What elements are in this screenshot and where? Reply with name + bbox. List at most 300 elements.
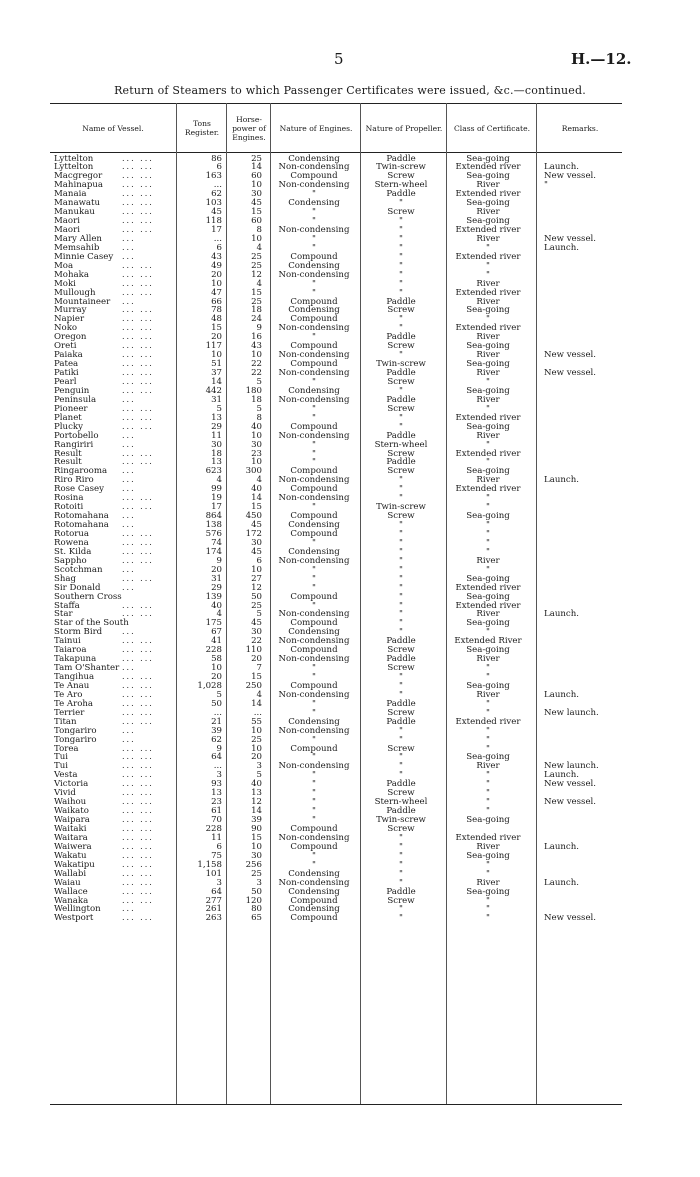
nature-of-propeller: " [399, 600, 403, 611]
class-of-certificate: River [476, 654, 500, 665]
horse-power: 12 [251, 797, 262, 808]
class-of-certificate: River [476, 689, 500, 700]
nature-of-propeller: " [399, 573, 403, 584]
nature-of-engines: Condensing [288, 198, 340, 209]
class-of-certificate: " [486, 520, 490, 531]
leader-dots: ... ... [122, 698, 154, 708]
tons-register: 277 [205, 895, 222, 906]
tons-register: 23 [211, 797, 222, 808]
vessel-name: Manawatu [54, 198, 101, 209]
class-of-certificate: " [486, 260, 490, 271]
table-row [54, 718, 654, 727]
nature-of-propeller: Screw [387, 788, 415, 799]
horse-power: 40 [251, 484, 262, 495]
tons-register: ... [213, 233, 222, 244]
header-horse-power: Horse-power of Engines. [232, 114, 266, 142]
tons-register: 9 [216, 555, 222, 566]
nature-of-propeller: " [399, 618, 403, 629]
class-of-certificate: Extended river [455, 162, 521, 173]
leader-dots: ... ... [122, 886, 154, 896]
horse-power: 45 [251, 198, 262, 209]
class-of-certificate: " [486, 788, 490, 799]
leader-dots: ... ... [122, 770, 154, 780]
nature-of-engines: Non-condensing [278, 555, 350, 566]
leader-dots: ... ... [122, 260, 154, 270]
leader-dots: ... [122, 663, 136, 673]
horse-power: 120 [245, 895, 262, 906]
class-of-certificate: Extended river [455, 412, 521, 423]
leader-dots: ... [122, 511, 136, 521]
nature-of-engines: Non-condensing [278, 609, 350, 620]
class-of-certificate: " [486, 779, 490, 790]
class-of-certificate: River [476, 841, 500, 852]
nature-of-propeller: Screw [387, 403, 415, 414]
nature-of-engines: " [312, 573, 316, 584]
leader-dots: ... ... [122, 171, 154, 181]
nature-of-engines: Compound [290, 913, 338, 924]
nature-of-engines: Non-condensing [278, 654, 350, 665]
nature-of-engines: Compound [290, 314, 338, 325]
leader-dots: ... ... [122, 797, 154, 807]
table-row [54, 655, 654, 664]
tons-register: 10 [211, 278, 222, 289]
nature-of-engines: " [312, 457, 316, 468]
horse-power: 30 [251, 189, 262, 200]
nature-of-propeller: Screw [387, 511, 415, 522]
horse-power: 22 [251, 368, 262, 379]
vessel-name: Vivid [54, 788, 76, 799]
table-row [54, 458, 654, 467]
vessel-name: Waiwera [54, 841, 92, 852]
class-of-certificate: " [486, 868, 490, 879]
nature-of-engines: Non-condensing [278, 475, 350, 486]
table-row [54, 503, 654, 512]
vessel-name: Mohaka [54, 269, 89, 280]
class-of-certificate: " [486, 743, 490, 754]
tons-register: 20 [211, 332, 222, 343]
tons-register: 228 [205, 824, 222, 834]
tons-register: 50 [211, 698, 222, 709]
nature-of-propeller: " [399, 225, 403, 236]
leader-dots: ... ... [122, 779, 154, 789]
tons-register: 263 [205, 913, 222, 924]
horse-power: 25 [251, 260, 262, 271]
nature-of-propeller: " [399, 484, 403, 495]
leader-dots: ... ... [122, 368, 154, 378]
class-of-certificate: " [486, 904, 490, 915]
remarks: Launch. [544, 242, 579, 253]
tons-register: 66 [211, 296, 222, 307]
horse-power: 12 [251, 582, 262, 593]
horse-power: 300 [245, 466, 262, 477]
nature-of-propeller: " [399, 198, 403, 209]
tons-register: 18 [211, 448, 222, 459]
class-of-certificate: Extended river [455, 251, 521, 262]
class-of-certificate: Sea-going [466, 153, 510, 164]
table-row [54, 512, 654, 521]
nature-of-propeller: " [399, 350, 403, 361]
nature-of-engines: " [312, 189, 316, 200]
nature-of-propeller: Screw [387, 448, 415, 459]
nature-of-engines: " [312, 600, 316, 611]
nature-of-engines: " [312, 582, 316, 593]
horse-power: 8 [256, 412, 262, 423]
vessel-name: Paiaka [54, 350, 83, 361]
nature-of-engines: Non-condensing [278, 636, 350, 647]
leader-dots: ... ... [122, 841, 154, 851]
nature-of-propeller: " [399, 421, 403, 432]
class-of-certificate: River [476, 877, 500, 888]
horse-power: 27 [251, 573, 262, 584]
nature-of-engines: " [312, 448, 316, 459]
nature-of-propeller: " [399, 233, 403, 244]
class-of-certificate: Sea-going [466, 466, 510, 477]
vessel-name: Te Aro [54, 689, 83, 700]
tons-register: 163 [205, 171, 222, 182]
leader-dots: ... ... [122, 859, 154, 869]
horse-power: 14 [251, 162, 262, 173]
class-of-certificate: " [486, 493, 490, 504]
leader-dots: ... ... [122, 377, 154, 386]
remarks: Launch. [544, 475, 579, 486]
class-of-certificate: " [486, 546, 490, 557]
horse-power: 6 [256, 555, 262, 566]
nature-of-engines: " [312, 502, 316, 513]
leader-dots: ... ... [122, 198, 154, 208]
horse-power: 15 [251, 502, 262, 513]
table-row [54, 476, 654, 485]
nature-of-engines: Condensing [288, 520, 340, 531]
vessel-name: Moki [54, 278, 76, 289]
vessel-name: Tongariro [54, 725, 97, 736]
vessel-name: Rotoiti [54, 502, 84, 513]
tons-register: 11 [211, 430, 222, 441]
nature-of-propeller: " [399, 546, 403, 557]
horse-power: 30 [251, 850, 262, 861]
nature-of-engines: Compound [290, 528, 338, 539]
tons-register: 101 [205, 868, 222, 879]
vessel-name: Peninsula [54, 394, 97, 405]
table-title: Return of Steamers to which Passenger Certificates were issued, &c.—continued. [114, 84, 586, 97]
nature-of-engines: " [312, 698, 316, 709]
nature-of-propeller: " [399, 850, 403, 861]
nature-of-propeller: " [399, 725, 403, 736]
nature-of-propeller: Screw [387, 305, 415, 316]
nature-of-propeller: " [399, 689, 403, 700]
header-remarks: Remarks. [561, 123, 599, 133]
nature-of-engines: " [312, 815, 316, 826]
vessel-name: Torea [54, 743, 79, 754]
vessel-name: Vesta [54, 770, 78, 781]
nature-of-engines: Condensing [288, 716, 340, 727]
horse-power: 25 [251, 296, 262, 307]
remarks: New vessel. [544, 350, 597, 361]
nature-of-propeller: " [399, 913, 403, 924]
horse-power: 4 [256, 242, 262, 253]
tons-register: 67 [211, 627, 222, 638]
nature-of-engines: Compound [290, 171, 338, 182]
class-of-certificate: " [486, 707, 490, 718]
nature-of-engines: Non-condensing [278, 493, 350, 504]
leader-dots: ... ... [122, 528, 154, 538]
tons-register: 6 [216, 242, 222, 253]
nature-of-propeller: " [399, 609, 403, 620]
leader-dots: ... [122, 627, 136, 637]
class-of-certificate: " [486, 725, 490, 736]
horse-power: 50 [251, 886, 262, 897]
vessel-name: Taiaroa [54, 645, 87, 656]
tons-register: 10 [211, 350, 222, 361]
horse-power: 22 [251, 359, 262, 370]
horse-power: 14 [251, 493, 262, 504]
nature-of-engines: Compound [290, 341, 338, 352]
table-row [54, 727, 654, 736]
horse-power: 180 [245, 385, 262, 396]
tons-register: 1,158 [197, 859, 222, 870]
nature-of-propeller: Stern-wheel [374, 439, 428, 450]
remarks: Launch. [544, 770, 579, 781]
tons-register: 62 [211, 734, 222, 745]
nature-of-propeller: Paddle [386, 430, 416, 441]
horse-power: 18 [251, 394, 262, 405]
horse-power: 5 [256, 770, 262, 781]
tons-register: 118 [205, 216, 222, 227]
nature-of-propeller: " [399, 287, 403, 298]
vessel-name: Wanaka [54, 895, 89, 906]
nature-of-engines: Compound [290, 743, 338, 754]
nature-of-propeller: " [399, 877, 403, 888]
horse-power: 10 [251, 350, 262, 361]
tons-register: 261 [205, 904, 222, 915]
vessel-name: Maori [54, 216, 80, 227]
nature-of-engines: " [312, 537, 316, 548]
leader-dots: ... [122, 484, 136, 494]
leader-dots: ... ... [122, 761, 154, 771]
class-of-certificate: River [476, 368, 500, 379]
class-of-certificate: Sea-going [466, 341, 510, 352]
leader-dots: ... [122, 296, 136, 306]
nature-of-propeller: Screw [387, 824, 415, 834]
nature-of-propeller: Stern-wheel [374, 180, 428, 191]
tons-register: ... [213, 761, 222, 772]
leader-dots: ... [122, 734, 136, 744]
horse-power: 15 [251, 832, 262, 843]
header-engines: Nature of Engines. [279, 123, 353, 133]
table-row [54, 432, 654, 441]
tons-register: 13 [211, 457, 222, 468]
nature-of-engines: " [312, 850, 316, 861]
leader-dots: ... [122, 242, 136, 252]
vessel-name: Lyttelton [54, 162, 94, 173]
leader-dots: ... [122, 725, 136, 735]
table-row [54, 387, 654, 396]
nature-of-propeller: " [399, 904, 403, 915]
class-of-certificate: Sea-going [466, 359, 510, 370]
leader-dots: ... ... [122, 207, 154, 217]
table-row [54, 619, 654, 628]
class-of-certificate: Extended River [454, 636, 522, 647]
horse-power: 250 [245, 680, 262, 691]
class-of-certificate: River [476, 296, 500, 307]
vessel-name: Plucky [54, 421, 83, 432]
remarks: " [544, 180, 548, 191]
vessel-name: Rotomahana [54, 511, 109, 522]
vessel-name: Manaia [54, 189, 87, 200]
table-row [54, 897, 654, 906]
tons-register: 19 [211, 493, 222, 504]
class-of-certificate: " [486, 913, 490, 924]
leader-dots: ... [122, 582, 136, 592]
leader-dots: ... ... [122, 502, 154, 512]
class-of-certificate: Sea-going [466, 511, 510, 522]
horse-power: 5 [256, 609, 262, 620]
class-of-certificate: Sea-going [466, 815, 510, 826]
horse-power: 15 [251, 672, 262, 683]
vessel-name: Shag [54, 573, 77, 584]
class-of-certificate: " [486, 403, 490, 414]
tons-register: 139 [205, 591, 222, 602]
tons-register: 11 [211, 832, 222, 843]
remarks: New vessel. [544, 171, 597, 182]
remarks: Launch. [544, 609, 579, 620]
nature-of-propeller: " [399, 582, 403, 593]
class-of-certificate: " [486, 698, 490, 709]
nature-of-propeller: " [399, 314, 403, 325]
vessel-name: Manukau [54, 207, 95, 218]
leader-dots: ... ... [122, 672, 154, 682]
leader-dots: ... ... [122, 806, 154, 816]
nature-of-engines: " [312, 797, 316, 808]
nature-of-engines: " [312, 403, 316, 414]
tons-register: 117 [205, 341, 222, 352]
table-row [54, 423, 654, 432]
vessel-name: Staffa [54, 600, 80, 611]
leader-dots: ... ... [122, 716, 154, 726]
remarks: New vessel. [544, 913, 597, 924]
nature-of-propeller: Paddle [386, 394, 416, 405]
nature-of-engines: " [312, 707, 316, 718]
nature-of-engines: " [312, 752, 316, 763]
tons-register: 6 [216, 162, 222, 173]
nature-of-engines: Condensing [288, 546, 340, 557]
vessel-name: Planet [54, 412, 82, 423]
tons-register: 15 [211, 323, 222, 334]
remarks: New vessel. [544, 233, 597, 244]
vessel-name: Wallabi [54, 868, 87, 879]
tons-register: 64 [211, 752, 222, 763]
nature-of-propeller: " [399, 859, 403, 870]
nature-of-engines: Condensing [288, 260, 340, 271]
vessel-name: Ringarooma [54, 466, 108, 477]
horse-power: 13 [251, 788, 262, 799]
nature-of-engines: Non-condensing [278, 162, 350, 173]
tons-register: 70 [211, 815, 222, 826]
class-of-certificate: Extended river [455, 225, 521, 236]
vessel-name: Rangiriri [54, 439, 94, 450]
leader-dots: ... ... [122, 457, 154, 467]
tons-register: 74 [211, 537, 222, 548]
nature-of-propeller: Paddle [386, 332, 416, 343]
nature-of-propeller: Screw [387, 707, 415, 718]
horse-power: 25 [251, 868, 262, 879]
vessel-name: Wellington [54, 904, 101, 915]
class-of-certificate: Sea-going [466, 591, 510, 602]
tons-register: 31 [211, 573, 222, 584]
nature-of-engines: Non-condensing [278, 368, 350, 379]
leader-dots: ... ... [122, 216, 154, 226]
vessel-name: Result [54, 457, 82, 468]
class-of-certificate: Sea-going [466, 385, 510, 396]
vessel-name: Noko [54, 323, 78, 334]
class-of-certificate: " [486, 377, 490, 387]
leader-dots: ... [122, 251, 136, 261]
tons-register: 174 [205, 546, 222, 557]
tons-register: 31 [211, 394, 222, 405]
tons-register: 4 [216, 609, 222, 620]
class-of-certificate: Extended river [455, 484, 521, 495]
horse-power: 10 [251, 743, 262, 754]
nature-of-engines: " [312, 859, 316, 870]
nature-of-propeller: Paddle [386, 296, 416, 307]
class-of-certificate: " [486, 806, 490, 817]
nature-of-engines: " [312, 207, 316, 218]
tons-register: 49 [211, 260, 222, 271]
tons-register: 62 [211, 189, 222, 200]
horse-power: 9 [256, 323, 262, 334]
nature-of-engines: " [312, 216, 316, 227]
vessel-name: Maori [54, 225, 80, 236]
leader-dots: ... [122, 520, 136, 530]
nature-of-engines: " [312, 439, 316, 450]
horse-power: 10 [251, 430, 262, 441]
leader-dots: ... ... [122, 868, 154, 878]
nature-of-propeller: " [399, 412, 403, 423]
nature-of-propeller: Paddle [386, 779, 416, 790]
horse-power: 8 [256, 225, 262, 236]
leader-dots: ... ... [122, 788, 154, 798]
tons-register: 576 [205, 528, 222, 539]
leader-dots: ... ... [122, 537, 154, 547]
class-of-certificate: River [476, 475, 500, 486]
leader-dots: ... ... [122, 278, 154, 288]
nature-of-engines: Non-condensing [278, 832, 350, 843]
leader-dots: ... ... [122, 385, 154, 395]
tons-register: 13 [211, 788, 222, 799]
tons-register: 47 [211, 287, 222, 298]
vessel-name: Waitara [54, 832, 88, 843]
tons-register: 51 [211, 359, 222, 370]
table-row [54, 914, 654, 923]
tons-register: 228 [205, 645, 222, 656]
class-of-certificate: " [486, 314, 490, 325]
class-of-certificate: River [476, 207, 500, 218]
class-of-certificate: Extended river [455, 448, 521, 459]
document-code: H.—12. [571, 50, 632, 68]
class-of-certificate: River [476, 233, 500, 244]
nature-of-engines: Compound [290, 484, 338, 495]
vessel-name: Oreti [54, 341, 77, 352]
remarks: Launch. [544, 877, 579, 888]
nature-of-propeller: Paddle [386, 886, 416, 897]
leader-dots: ... ... [122, 153, 154, 163]
nature-of-engines: " [312, 233, 316, 244]
tons-register: 138 [205, 520, 222, 531]
nature-of-propeller: Paddle [386, 716, 416, 727]
nature-of-engines: Non-condensing [278, 725, 350, 736]
vessel-name: Sappho [54, 555, 87, 566]
leader-dots: ... [122, 904, 136, 914]
class-of-certificate: Extended river [455, 716, 521, 727]
